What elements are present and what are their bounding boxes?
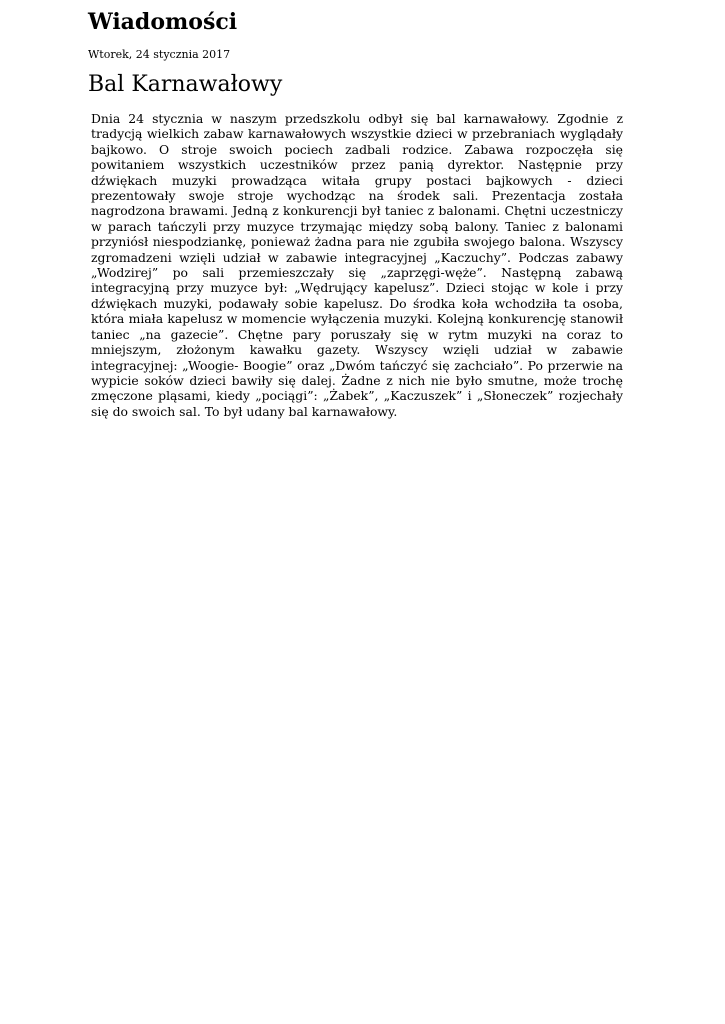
article-title: Bal Karnawałowy (88, 72, 283, 97)
section-title: Wiadomości (88, 9, 238, 35)
article-date: Wtorek, 24 stycznia 2017 (88, 48, 231, 61)
article-body: Dnia 24 stycznia w naszym przedszkolu odbył się bal karnawałowy. Zgodnie z tradycją wielkich zabaw karnawałowych wszystkie dzieci w przebraniach wyglądały bajkowo. O stroje swoich pociech zadbali rodzice. Zabawa rozpoczęła się powitaniem wszystkich uczestników przez panią dyrektor. Następnie przy dźwiękach muzyki prowadząca witała grupy postaci bajkowych - dzieci prezentowały swoje stroje wychodząc na środek sali. Prezentacja została nagrodzona brawami. Jedną z konkurencji był taniec z balonami. Chętni uczestniczy w parach tańczyli przy muzyce trzymając między sobą balony. Taniec z balonami przyniósł niespodziankę, ponieważ żadna para nie zgubiła swojego balona. Wszyscy zgromadzeni wzięli udział w zabawie integracyjnej „Kaczuchy”. Podczas zabawy „Wodzirej” po sali przemieszczały się „zaprzęgi-węże”. Następną zabawą integracyjną przy muzyce był: „Wędrujący kapelusz”. Dzieci stojąc w kole i przy dźwiękach muzyki, podawały sobie kapelusz. Do środka koła wchodziła ta osoba, która miała kapelusz w momencie wyłączenia muzyki. Kolejną konkurencję stanowił taniec „na gazecie”. Chętne pary poruszały się w rytm muzyki na coraz to mniejszym, złożonym kawałku gazety. Wszyscy wzięli udział w zabawie integracyjnej: „Woogie- Boogie” oraz „Dwóm tańczyć się zachciało”. Po przerwie na wypicie soków dzieci bawiły się dalej. Żadne z nich nie było smutne, może trochę zmęczone pląsami, kiedy „pociągi”: „Żabek”, „Kaczuszek” i „Słoneczek” rozjechały się do swoich sal. To był udany bal karnawałowy. (91, 111, 623, 419)
